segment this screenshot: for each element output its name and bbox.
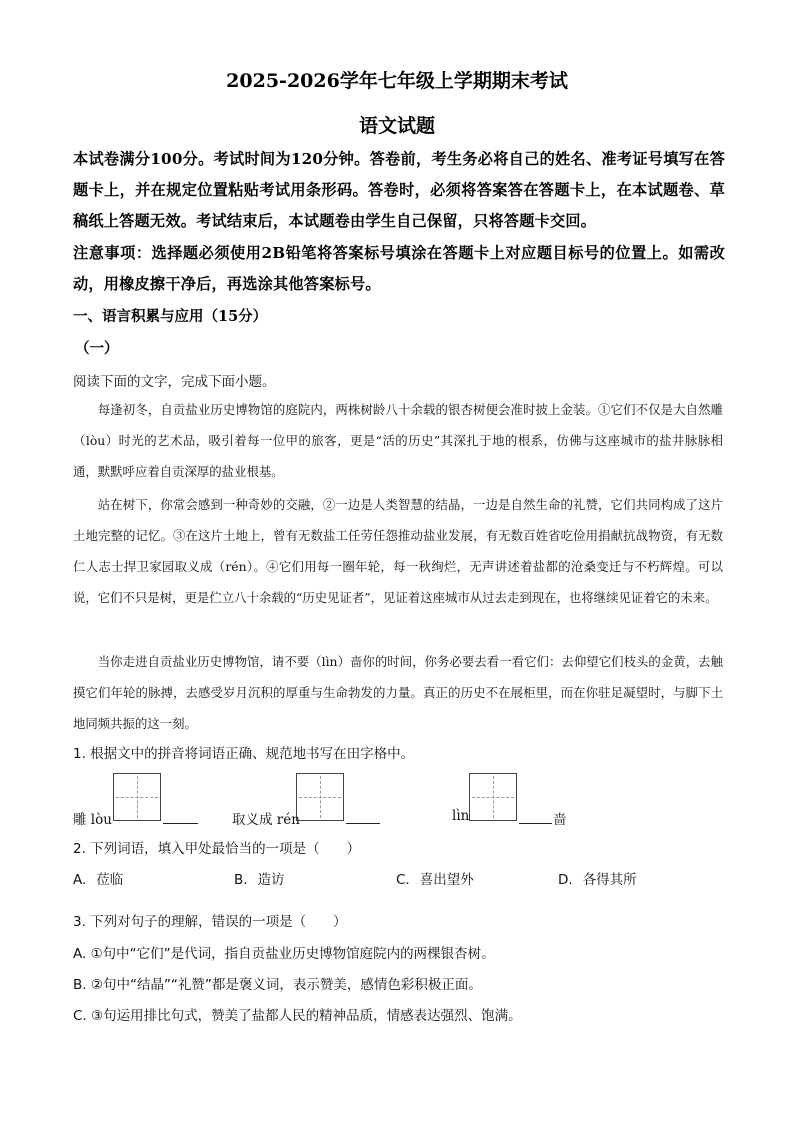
option-text: 造访 xyxy=(257,872,285,888)
passage-paragraph-1: 每逢初冬，自贡盐业历史博物馆的庭院内，两株树龄八十余载的银杏树便会准时披上金装。①它们不仅是大自然雕（lòu）时光的艺术品，吸引着每一位甲的旅客，更是“活的历史”其深扎于地的根系，仿佛与这座城市的盐井脉脉相通，默默呼应着自贡深厚的盐业根基。 xyxy=(73,402,723,479)
exam-instructions: 本试卷满分100分。考试时间为120分钟。答卷前，考生务必将自己的姓名、准考证号填写在答题卡上，并在规定位置粘贴考试用条形码。答卷时，必须将答案答在答题卡上，在本试题卷、草稿纸上答题无效。考试结束后，本试题卷由学生自己保留，只将答题卡交回。 xyxy=(73,150,725,230)
option-key: A. xyxy=(73,872,87,888)
question-3-stem: 3. 下列对句子的理解，错误的一项是（ ） xyxy=(73,914,347,930)
q2-option-d[interactable] xyxy=(558,868,637,888)
option-key: D. xyxy=(558,872,573,888)
exam-notice: 注意事项：选择题必须使用2B铅笔将答案标号填涂在答题卡上对应题目标号的位置上。如需改动，用橡皮擦干净后，再选涂其他答案标号。 xyxy=(73,244,725,293)
subsection-heading: （一） xyxy=(75,340,119,357)
q1-item-2-prefix: 取义成 rén xyxy=(232,812,300,828)
q1-item-1-prefix: 雕 lòu xyxy=(73,812,112,828)
q3-option-b[interactable]: B. ②句中“结晶”“礼赞”都是褒义词，表示赞美，感情色彩积极正面。 xyxy=(73,977,482,993)
tian-grid-box-2[interactable] xyxy=(296,773,344,821)
q1-item-3-suffix: 啬 xyxy=(553,812,567,828)
question-2-stem: 2. 下列词语，填入甲处最恰当的一项是（ ） xyxy=(73,841,361,857)
option-key: C. xyxy=(396,872,410,888)
answer-blank-3 xyxy=(519,823,552,824)
answer-blank-2 xyxy=(346,823,380,824)
q3-option-a[interactable]: A. ①句中“它们”是代词，指自贡盐业历史博物馆庭院内的两棵银杏树。 xyxy=(73,946,495,962)
option-text: 莅临 xyxy=(96,872,124,888)
section-heading: 一、语言积累与应用（15分） xyxy=(73,308,268,325)
q2-option-c[interactable] xyxy=(396,868,474,888)
exam-subtitle: 语文试题 xyxy=(358,115,435,137)
option-text: 各得其所 xyxy=(582,872,637,888)
q2-option-a[interactable] xyxy=(73,868,123,888)
option-key: B. xyxy=(234,872,248,888)
passage-paragraph-2: 站在树下，你常会感到一种奇妙的交融，②一边是人类智慧的结晶，一边是自然生命的礼赞，它们共同构成了这片土地完整的记忆。③在这片土地上，曾有无数盐工任劳任怨推动盐业发展，有无数百姓省吃俭用捐献抗战物资，有无数仁人志士捍卫家园取义成（rén）。④它们用每一圈年轮，每一秋绚烂，无声讲述着盐都的沧桑变迁与不朽辉煌。可以说，它们不只是树，更是伫立八十余载的“历史见证者”，见证着这座城市从过去走到现在，也将继续见证着它的未来。 xyxy=(73,497,723,605)
tian-grid-box-1[interactable] xyxy=(113,773,161,821)
option-text: 喜出望外 xyxy=(419,872,474,888)
exam-title: 2025-2026学年七年级上学期期末考试 xyxy=(226,70,568,92)
answer-blank-1 xyxy=(163,823,198,824)
q3-option-c[interactable]: C. ③句运用排比句式，赞美了盐都人民的精神品质，情感表达强烈、饱满。 xyxy=(73,1008,522,1024)
q1-item-3-prefix: lìn xyxy=(452,808,470,824)
question-1-stem: 1. 根据文中的拼音将词语正确、规范地书写在田字格中。 xyxy=(73,746,415,762)
q2-option-b[interactable] xyxy=(234,868,285,888)
passage-paragraph-3: 当你走进自贡盐业历史博物馆，请不要（lìn）啬你的时间，你务必要去看一看它们：去仰望它们枝头的金黄，去触摸它们年轮的脉搏，去感受岁月沉积的厚重与生命勃发的力量。真正的历史不在展柜里，而在你驻足凝望时，与脚下土地同频共振的这一刻。 xyxy=(73,654,723,731)
tian-grid-box-3[interactable] xyxy=(469,773,517,821)
reading-instruction: 阅读下面的文字，完成下面小题。 xyxy=(73,374,276,390)
